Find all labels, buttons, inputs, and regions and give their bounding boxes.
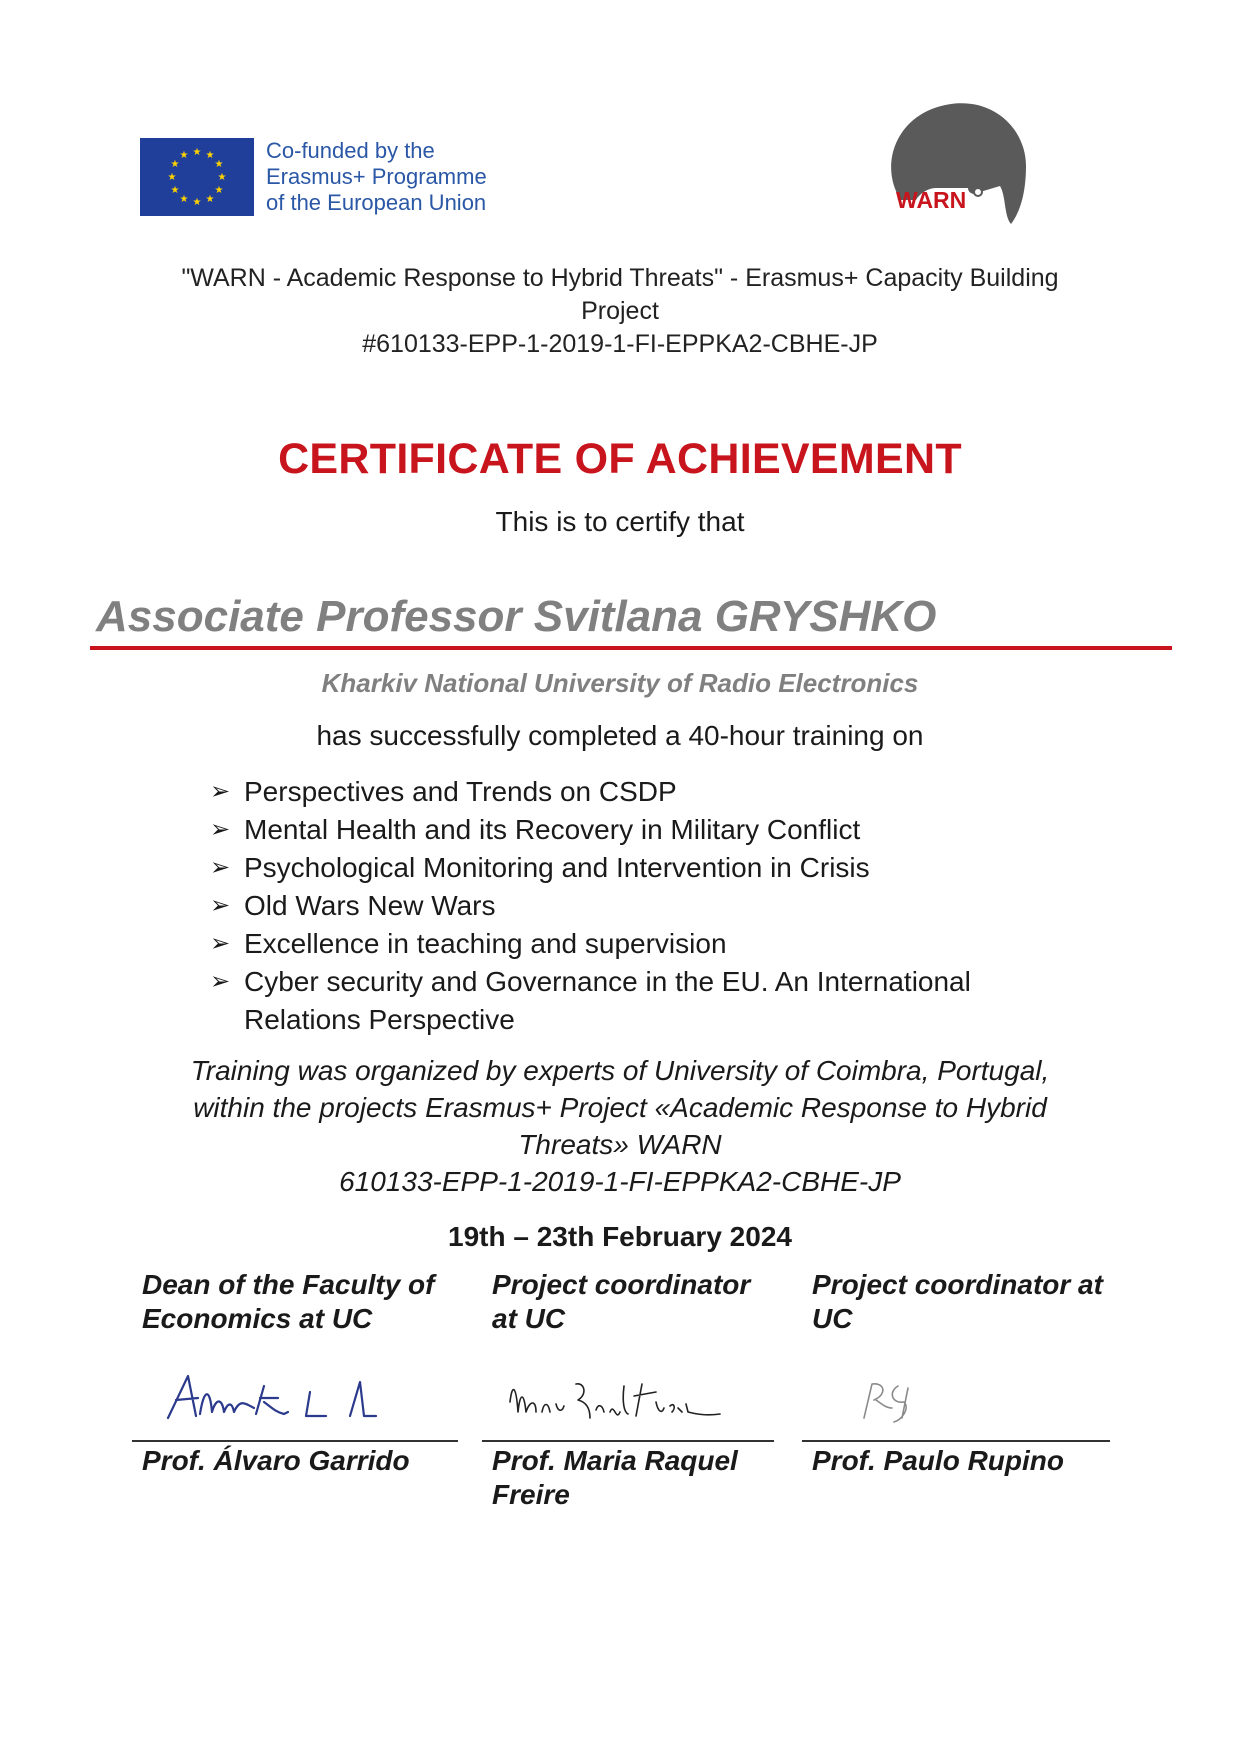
svg-text:★: ★ [214, 185, 224, 196]
eu-text-line: of the European Union [266, 190, 487, 215]
topic-text: Excellence in teaching and supervision [244, 928, 727, 959]
arrow-bullet-icon: ➢ [210, 930, 231, 957]
signature-alvaro-garrido [160, 1368, 400, 1428]
svg-text:★: ★ [205, 150, 215, 161]
arrow-bullet-icon: ➢ [210, 778, 231, 805]
svg-text:★: ★ [167, 172, 177, 183]
signatory-coordinator-1 [492, 1268, 782, 1336]
eu-text-line: Erasmus+ Programme [266, 164, 487, 189]
certify-statement: This is to certify that [495, 506, 745, 537]
topic-text: Psychological Monitoring and Intervention in Crisis [244, 852, 870, 883]
signature-paulo-rupino [858, 1378, 938, 1428]
recipient-institution: Kharkiv National University of Radio Electronics [321, 668, 919, 698]
svg-text:★: ★ [192, 197, 202, 208]
topic-text: Cyber security and Governance in the EU. An International Relations Perspective [244, 966, 971, 1035]
project-code: #610133-EPP-1-2019-1-FI-EPPKA2-CBHE-JP [362, 330, 878, 358]
warn-logo [876, 96, 1036, 231]
signatory-title: Project coordinator at UC [492, 1269, 751, 1334]
list-item [210, 811, 1090, 849]
svg-text:★: ★ [179, 194, 189, 205]
list-item [210, 849, 1090, 887]
signature-maria-raquel-freire [506, 1372, 726, 1432]
svg-text:★: ★ [170, 185, 180, 196]
list-item [210, 925, 1090, 963]
svg-text:★: ★ [217, 172, 227, 183]
arrow-bullet-icon: ➢ [210, 816, 231, 843]
eu-cofunded-text [266, 138, 487, 216]
eu-cofunded-logo [140, 138, 506, 218]
svg-text:★: ★ [205, 194, 215, 205]
training-dates: 19th – 23th February 2024 [448, 1221, 792, 1252]
organizer-project-code: 610133-EPP-1-2019-1-FI-EPPKA2-CBHE-JP [339, 1166, 901, 1197]
training-topics-list [210, 773, 1090, 1039]
eu-text-line: Co-funded by the [266, 138, 435, 163]
eu-flag-icon [140, 138, 254, 216]
arrow-bullet-icon: ➢ [210, 892, 231, 919]
project-description [0, 262, 1240, 361]
signatory-name: Prof. Maria Raquel Freire [492, 1445, 738, 1510]
signature-line [802, 1440, 1110, 1442]
svg-text:★: ★ [214, 159, 224, 170]
organizer-line-1: Training was organized by experts of University of Coimbra, Portugal, [190, 1055, 1050, 1086]
topic-text: Mental Health and its Recovery in Military Conflict [244, 814, 861, 845]
arrow-bullet-icon: ➢ [210, 854, 231, 881]
project-line-2: Project [581, 297, 659, 325]
signature-line [132, 1440, 458, 1442]
organizer-line-3: Threats» WARN [518, 1129, 722, 1160]
signatory-title: Dean of the Faculty of Economics at UC [142, 1269, 435, 1334]
completion-statement: has successfully completed a 40-hour training on [316, 720, 924, 751]
list-item [210, 887, 1090, 925]
organizer-line-2: within the projects Erasmus+ Project «Academic Response to Hybrid [193, 1092, 1047, 1123]
svg-text:★: ★ [192, 147, 202, 158]
certificate-title: CERTIFICATE OF ACHIEVEMENT [278, 435, 962, 483]
signatory-coordinator-2 [812, 1268, 1112, 1336]
recipient-name: Associate Professor Svitlana GRYSHKO [96, 592, 937, 641]
svg-text:★: ★ [170, 159, 180, 170]
signatory-name: Prof. Álvaro Garrido [142, 1445, 410, 1476]
project-line-1: "WARN - Academic Response to Hybrid Threats" - Erasmus+ Capacity Building [181, 264, 1059, 292]
signatory-name: Prof. Paulo Rupino [812, 1445, 1064, 1476]
warn-logo-text: WARN [896, 187, 967, 213]
signatory-dean [142, 1268, 462, 1336]
arrow-bullet-icon: ➢ [210, 968, 231, 995]
signatory-title: Project coordinator at UC [812, 1269, 1103, 1334]
signature-line [482, 1440, 774, 1442]
recipient-underline [90, 646, 1172, 650]
organizer-statement [0, 1052, 1240, 1200]
topic-text: Perspectives and Trends on CSDP [244, 776, 677, 807]
svg-text:★: ★ [179, 150, 189, 161]
list-item [210, 963, 1090, 1039]
topic-text: Old Wars New Wars [244, 890, 496, 921]
list-item [210, 773, 1090, 811]
